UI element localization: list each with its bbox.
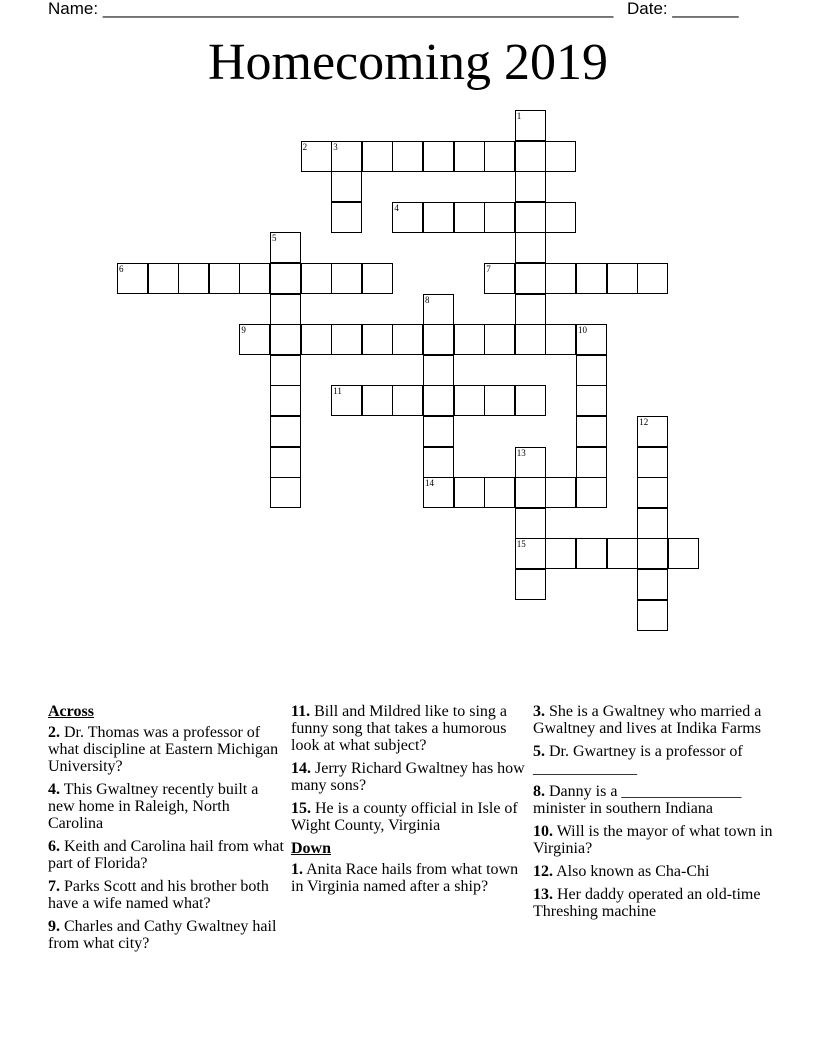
down-heading: Down bbox=[291, 840, 332, 857]
grid-cell[interactable] bbox=[270, 416, 301, 447]
clue-down-1: 1. Anita Race hails from what town in Virginia named after a ship? bbox=[291, 861, 519, 895]
grid-cell[interactable] bbox=[484, 385, 515, 416]
grid-cell[interactable] bbox=[576, 385, 607, 416]
clue-number-label: 4 bbox=[394, 202, 399, 213]
grid-cell[interactable] bbox=[270, 477, 301, 508]
grid-cell[interactable] bbox=[515, 171, 546, 202]
grid-cell[interactable] bbox=[423, 416, 454, 447]
clue-across-11: 11. Bill and Mildred like to sing a funny song that takes a humorous look at what subject? bbox=[291, 703, 507, 754]
grid-cell[interactable] bbox=[607, 263, 638, 294]
clue-number-label: 2 bbox=[302, 141, 308, 152]
clue-down-5: 5. Dr. Gwartney is a professor of _____________ bbox=[533, 743, 743, 777]
grid-cell[interactable] bbox=[362, 263, 393, 294]
clue-across-6: 6. Keith and Carolina hail from what part of Florida? bbox=[48, 838, 284, 872]
grid-cell[interactable] bbox=[515, 324, 546, 355]
grid-cell[interactable] bbox=[515, 232, 546, 263]
grid-cell[interactable] bbox=[545, 324, 576, 355]
grid-cell[interactable] bbox=[331, 324, 362, 355]
grid-cell[interactable] bbox=[392, 141, 423, 172]
grid-cell[interactable] bbox=[545, 263, 576, 294]
clue-across-15: 15. He is a county official in Isle of Wight County, Virginia bbox=[291, 800, 518, 834]
grid-cell[interactable] bbox=[637, 569, 668, 600]
grid-cell[interactable] bbox=[576, 447, 607, 478]
across-heading: Across bbox=[48, 703, 94, 720]
grid-cell[interactable] bbox=[637, 447, 668, 478]
grid-cell[interactable] bbox=[392, 385, 423, 416]
grid-cell[interactable] bbox=[209, 263, 240, 294]
clue-down-8: 8. Danny is a _______________ minister in southern Indiana bbox=[533, 783, 742, 817]
grid-cell[interactable] bbox=[576, 355, 607, 386]
grid-cell[interactable] bbox=[515, 263, 546, 294]
grid-cell[interactable] bbox=[576, 477, 607, 508]
grid-cell[interactable] bbox=[637, 477, 668, 508]
grid-cell[interactable] bbox=[423, 141, 454, 172]
grid-cell[interactable] bbox=[637, 263, 668, 294]
clue-across-9: 9. Charles and Cathy Gwaltney hail from what city? bbox=[48, 918, 277, 952]
grid-cell[interactable] bbox=[607, 538, 638, 569]
grid-cell[interactable] bbox=[515, 202, 546, 233]
grid-cell[interactable] bbox=[239, 263, 270, 294]
grid-cell[interactable] bbox=[301, 324, 332, 355]
clue-down-3: 3. She is a Gwaltney who married a Gwaltney and lives at Indika Farms bbox=[533, 703, 762, 737]
clue-number-label: 6 bbox=[119, 264, 124, 274]
clue-column-1 bbox=[48, 703, 288, 958]
grid-cell[interactable] bbox=[484, 202, 515, 233]
clue-across-14: 14. Jerry Richard Gwaltney has how many sons? bbox=[291, 760, 525, 794]
clue-number-label: 9 bbox=[241, 325, 246, 336]
clue-number-label: 12 bbox=[639, 417, 649, 427]
clue-number-label: 13 bbox=[516, 447, 526, 458]
grid-cell[interactable] bbox=[423, 355, 454, 386]
grid-cell[interactable] bbox=[301, 263, 332, 294]
grid-cell[interactable] bbox=[454, 202, 485, 233]
grid-cell[interactable] bbox=[270, 294, 301, 325]
grid-cell[interactable] bbox=[545, 202, 576, 233]
grid-cell[interactable] bbox=[515, 385, 546, 416]
grid-cell[interactable] bbox=[270, 385, 301, 416]
clue-down-13: 13. Her daddy operated an old-time Threshing machine bbox=[533, 886, 761, 920]
grid-cell[interactable] bbox=[331, 263, 362, 294]
clue-across-2: 2. Dr. Thomas was a professor of what discipline at Eastern Michigan University? bbox=[48, 724, 279, 775]
grid-cell[interactable] bbox=[362, 324, 393, 355]
clue-number-label: 3 bbox=[333, 141, 338, 152]
grid-cell[interactable] bbox=[331, 171, 362, 202]
clue-column-3 bbox=[533, 703, 773, 926]
grid-cell[interactable] bbox=[576, 263, 607, 294]
grid-cell[interactable] bbox=[454, 385, 485, 416]
grid-cell[interactable] bbox=[270, 355, 301, 386]
name-label: Name: bbox=[48, 0, 99, 18]
grid-cell[interactable] bbox=[454, 141, 485, 172]
clue-number-label: 15 bbox=[516, 539, 526, 550]
grid-cell[interactable] bbox=[454, 477, 485, 508]
grid-cell[interactable] bbox=[515, 477, 546, 508]
grid-cell[interactable] bbox=[515, 141, 546, 172]
grid-cell[interactable] bbox=[270, 447, 301, 478]
date-label: Date: bbox=[627, 0, 668, 18]
grid-cell[interactable] bbox=[392, 324, 423, 355]
puzzle-title: Homecoming 2019 bbox=[207, 34, 609, 91]
grid-cell[interactable] bbox=[545, 141, 576, 172]
clue-number-label: 11 bbox=[333, 386, 342, 397]
grid-cell[interactable] bbox=[576, 416, 607, 447]
clue-number-label: 8 bbox=[425, 294, 430, 305]
grid-cell[interactable] bbox=[484, 141, 515, 172]
grid-cell[interactable] bbox=[515, 508, 546, 539]
grid-cell[interactable] bbox=[545, 477, 576, 508]
grid-cell[interactable] bbox=[270, 324, 301, 355]
clue-number-label: 5 bbox=[272, 233, 277, 244]
grid-cell[interactable] bbox=[637, 600, 668, 631]
grid-cell[interactable] bbox=[515, 294, 546, 325]
grid-cell[interactable] bbox=[423, 385, 454, 416]
grid-cell[interactable] bbox=[637, 508, 668, 539]
grid-cell[interactable] bbox=[178, 263, 209, 294]
grid-cell[interactable] bbox=[362, 141, 393, 172]
clue-across-7: 7. Parks Scott and his brother both have a wife named what? bbox=[48, 878, 269, 912]
clue-number-label: 1 bbox=[516, 111, 522, 121]
grid-cell[interactable] bbox=[270, 263, 301, 294]
grid-cell[interactable] bbox=[423, 447, 454, 478]
grid-cell[interactable] bbox=[637, 538, 668, 569]
name-line[interactable]: ______________________________________________________ bbox=[102, 0, 614, 18]
grid-cell[interactable] bbox=[148, 263, 179, 294]
clue-number-label: 7 bbox=[486, 264, 491, 274]
date-line[interactable]: _______ bbox=[672, 0, 739, 18]
grid-cell[interactable] bbox=[576, 538, 607, 569]
grid-cell[interactable] bbox=[668, 538, 699, 569]
grid-cell[interactable] bbox=[331, 202, 362, 233]
grid-cell[interactable] bbox=[362, 385, 393, 416]
clue-number-label: 14 bbox=[425, 478, 434, 489]
clue-down-12: 12. Also known as Cha-Chi bbox=[533, 863, 710, 880]
grid-cell[interactable] bbox=[515, 569, 546, 600]
clue-down-10: 10. Will is the mayor of what town in Virginia? bbox=[533, 823, 773, 857]
grid-cell[interactable] bbox=[454, 324, 485, 355]
grid-cell[interactable] bbox=[484, 324, 515, 355]
clue-across-4: 4. This Gwaltney recently built a new home in Raleigh, North Carolina bbox=[48, 781, 259, 832]
grid-cell[interactable] bbox=[545, 538, 576, 569]
grid-cell[interactable] bbox=[484, 477, 515, 508]
grid-cell[interactable] bbox=[423, 202, 454, 233]
clue-number-label: 10 bbox=[578, 325, 587, 336]
grid-cell[interactable] bbox=[423, 324, 454, 355]
clue-column-2 bbox=[291, 703, 531, 901]
